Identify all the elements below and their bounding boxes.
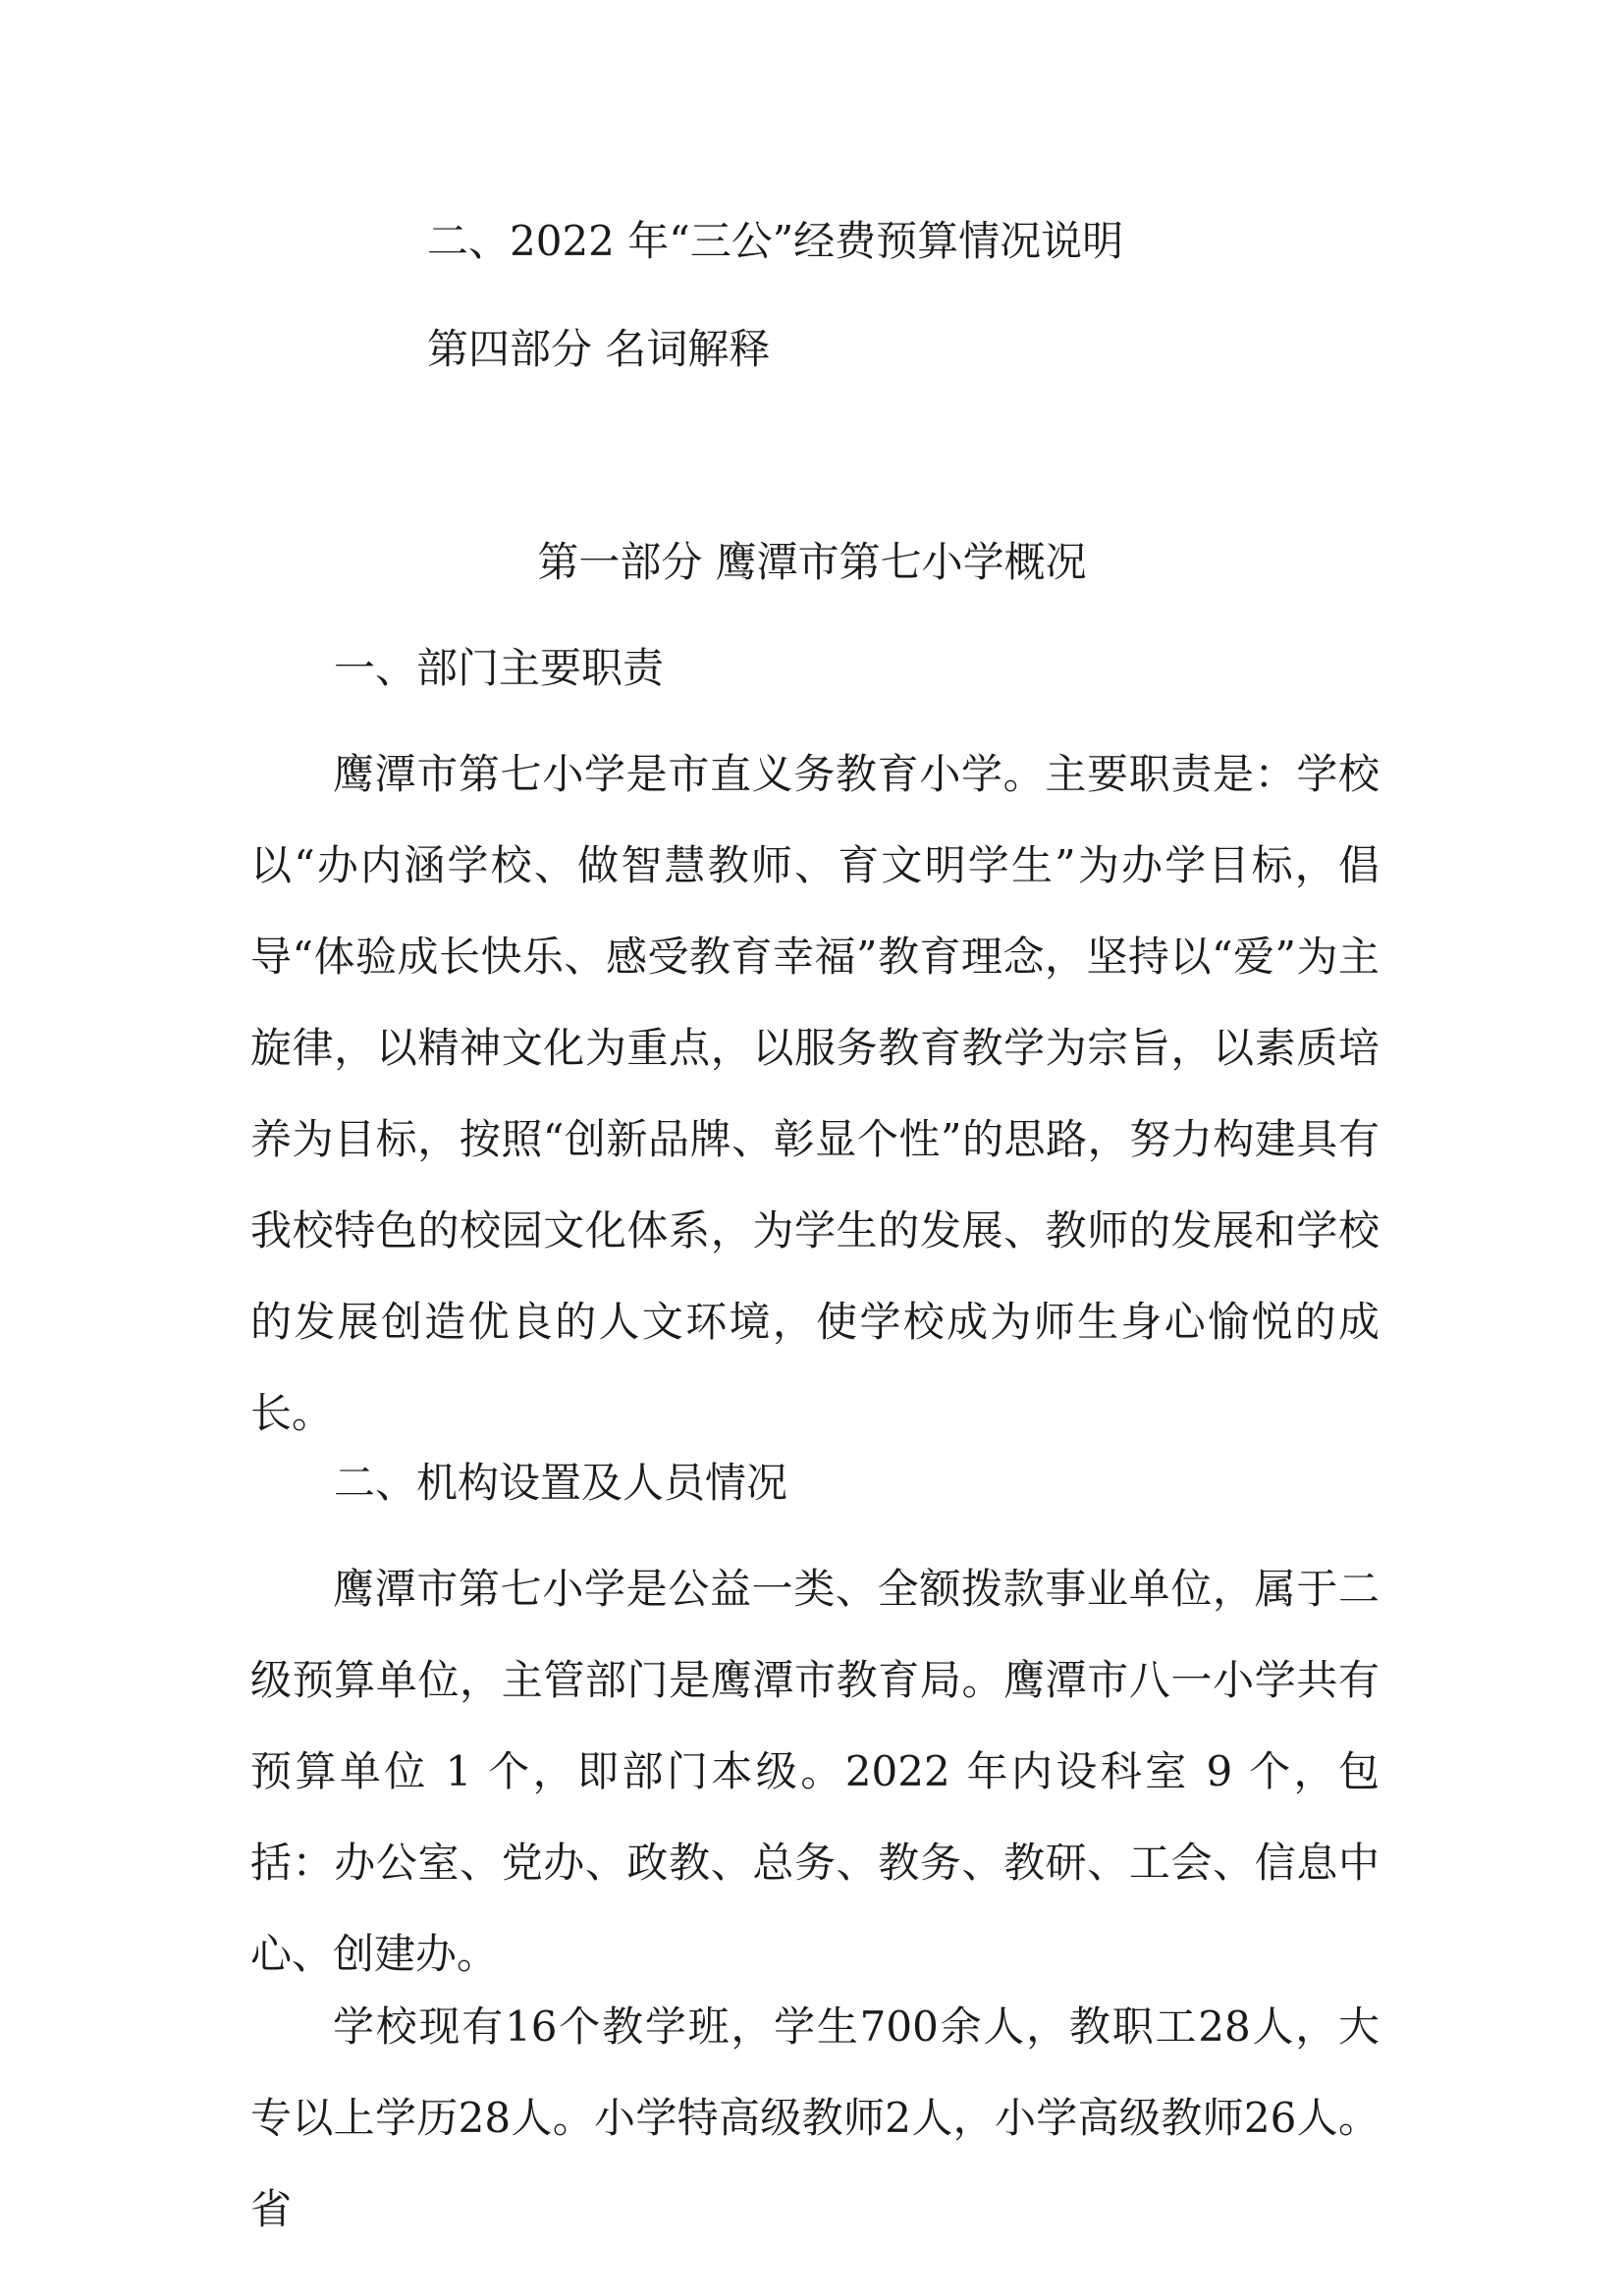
paragraph-staff: 学校现有16个教学班，学生700余人，教职工28人，大专以上学历28人。小学特高级教师2人，小学高级教师26人。省 bbox=[250, 2002, 1380, 2233]
paragraph-organization: 鹰潭市第七小学是公益一类、全额拨款事业单位，属于二级预算单位，主管部门是鹰潭市教育局。鹰潭市八一小学共有预算单位 1 个，即部门本级。2022 年内设科室 9 个，包括：办公室、党办、政教、总务、教务、教研、工会、信息中心、创建办。 bbox=[250, 1565, 1380, 1978]
section-heading-organization: 二、机构设置及人员情况 bbox=[334, 1459, 788, 1507]
section-heading-duties: 一、部门主要职责 bbox=[334, 644, 665, 692]
paragraph-duties: 鹰潭市第七小学是市直义务教育小学。主要职责是：学校以“办内涵学校、做智慧教师、育文明学生”为办学目标，倡导“体验成长快乐、感受教育幸福”教育理念，坚持以“爱”为主旋律，以精神文化为重点，以服务教育教学为宗旨，以素质培养为目标，按照“创新品牌、彰显个性”的思路，努力构建具有我校特色的校园文化体系，为学生的发展、教师的发展和学校的发展创造优良的人文环境，使学校成为师生身心愉悦的成长。 bbox=[250, 750, 1380, 1437]
toc-item-glossary: 第四部分 名词解释 bbox=[427, 325, 771, 373]
toc-item-three-public-expenses: 二、2022 年“三公”经费预算情况说明 bbox=[427, 217, 1124, 265]
part-title: 第一部分 鹰潭市第七小学概况 bbox=[537, 538, 1087, 586]
